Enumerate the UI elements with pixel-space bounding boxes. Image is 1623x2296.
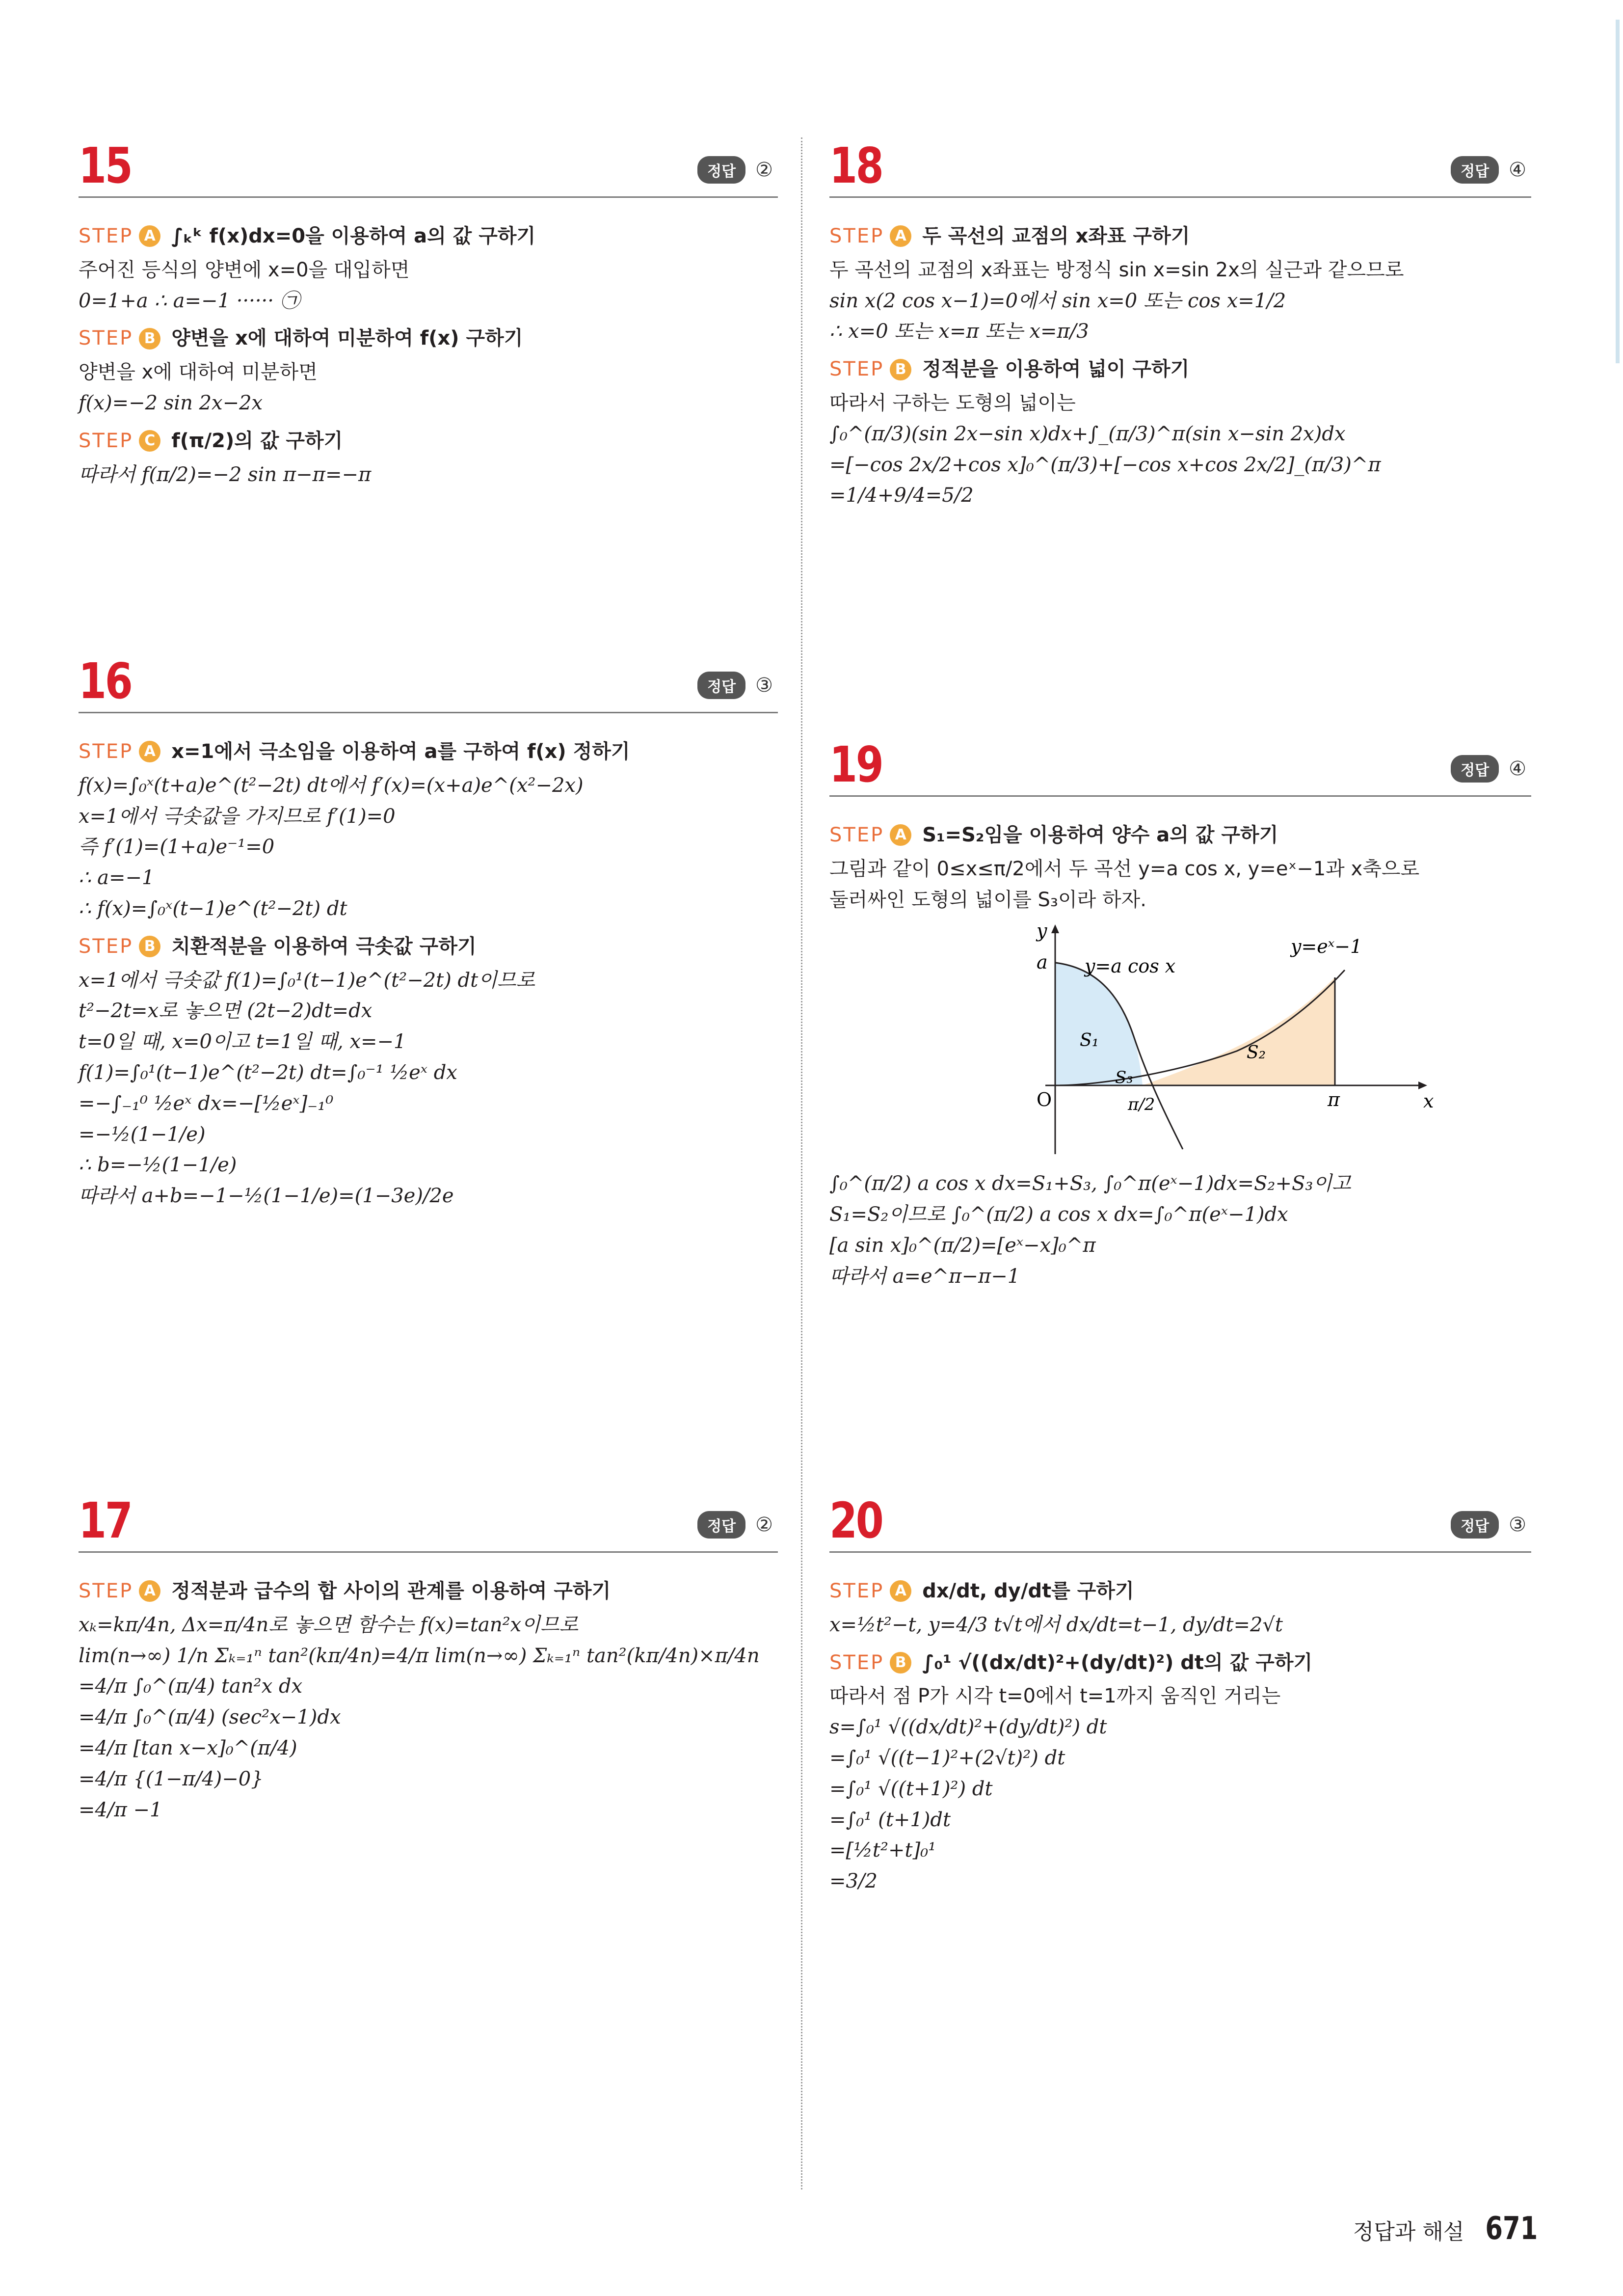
answer-box [697, 1511, 773, 1539]
label-s1: S₁ [1080, 1030, 1099, 1051]
problem-number: 18 [829, 137, 882, 194]
column-divider [801, 137, 802, 2189]
label-curve-exp: y=eˣ−1 [1291, 936, 1362, 958]
problem-header [79, 137, 778, 198]
problem-20 [829, 1492, 1531, 1898]
solution-line: =∫₀¹ √((t−1)²+(2√t)²) dt [829, 1746, 1065, 1769]
problem-15 [79, 137, 778, 491]
problem-number: 17 [79, 1492, 132, 1549]
y-axis-arrow [1051, 924, 1059, 933]
solution-line: =−∫₋₁⁰ ½eˣ dx=−[½eˣ]₋₁⁰ [79, 1092, 334, 1115]
solution-line: 두 곡선의 교점의 x좌표는 방정식 sin x=sin 2x의 실근과 같으므로 [829, 258, 1404, 281]
answer-tag: 정답 [697, 156, 745, 184]
step-a: STEP A S₁=S₂임을 이용하여 양수 a의 값 구하기 [829, 821, 1531, 849]
solution-line: =4/π {(1−π/4)−0} [79, 1767, 264, 1790]
problem-19 [829, 736, 1531, 1293]
step-a: STEP A ∫ₖᵏ f(x)dx=0을 이용하여 a의 값 구하기 [79, 222, 778, 250]
step-a: STEP A dx/dt, dy/dt를 구하기 [829, 1577, 1531, 1605]
step-a: STEP A 두 곡선의 교점의 x좌표 구하기 [829, 222, 1531, 250]
answer-choice: ② [755, 1513, 773, 1536]
step-letter: B [139, 936, 160, 957]
answer-tag: 정답 [697, 672, 745, 699]
solution-line: =4/π −1 [79, 1798, 162, 1821]
problem-header [829, 137, 1531, 198]
solution-line: f(x)=∫₀ˣ(t+a)e^(t²−2t) dt에서 f′(x)=(x+a)e^(x²−2x) [79, 774, 584, 797]
answer-tag: 정답 [1451, 1511, 1499, 1539]
solution-line: =[½t²+t]₀¹ [829, 1839, 936, 1862]
solution-line: 따라서 구하는 도형의 넓이는 [829, 391, 1076, 414]
problem-body [829, 1553, 1531, 1895]
label-s3: S₃ [1115, 1068, 1133, 1088]
step-title: 정적분과 급수의 합 사이의 관계를 이용하여 구하기 [171, 1580, 611, 1602]
label-a: a [1037, 951, 1048, 973]
answer-choice: ④ [1509, 159, 1526, 181]
page-edge-marker [1616, 20, 1620, 363]
solution-line: 양변을 x에 대하여 미분하면 [79, 361, 318, 384]
solution-line: sin x(2 cos x−1)=0에서 sin x=0 또는 cos x=1/2 [829, 289, 1286, 312]
solution-line: =4/π ∫₀^(π/4) tan²x dx [79, 1675, 303, 1698]
problem-header [829, 1492, 1531, 1553]
answer-choice: ③ [1509, 1513, 1526, 1536]
step-title: S₁=S₂임을 이용하여 양수 a의 값 구하기 [922, 824, 1278, 846]
label-origin: O [1037, 1089, 1052, 1111]
answer-choice: ④ [1509, 757, 1526, 780]
step-title: 치환적분을 이용하여 극솟값 구하기 [171, 935, 477, 958]
solution-line: 둘러싸인 도형의 넓이를 S₃이라 하자. [829, 888, 1146, 911]
solution-line: t²−2t=x로 놓으면 (2t−2)dt=dx [79, 999, 372, 1023]
solution-line: =∫₀¹ (t+1)dt [829, 1808, 951, 1831]
solution-line: 즉 f′(1)=(1+a)e⁻¹=0 [79, 836, 275, 859]
problem-header [79, 653, 778, 713]
step-title: dx/dt, dy/dt를 구하기 [922, 1580, 1134, 1602]
step-letter: B [890, 359, 911, 380]
step-title: ∫ₖᵏ f(x)dx=0을 이용하여 a의 값 구하기 [171, 225, 536, 247]
page-footer [1353, 2211, 1544, 2247]
solution-line: =3/2 [829, 1870, 878, 1893]
step-title: ∫₀¹ √((dx/dt)²+(dy/dt)²) dt의 값 구하기 [922, 1651, 1313, 1674]
problem-18 [829, 137, 1531, 513]
page-number: 671 [1485, 2211, 1538, 2247]
solution-line: 주어진 등식의 양변에 x=0을 대입하면 [79, 258, 410, 281]
problem-17 [79, 1492, 778, 1827]
solution-line: x=½t²−t, y=4/3 t√t에서 dx/dt=t−1, dy/dt=2√t [829, 1613, 1283, 1636]
solution-line: S₁=S₂이므로 ∫₀^(π/2) a cos x dx=∫₀^π(eˣ−1)dx [829, 1203, 1288, 1226]
problem-header [829, 736, 1531, 797]
step-letter: B [890, 1652, 911, 1674]
solution-line: 따라서 f(π/2)=−2 sin π−π=−π [79, 463, 372, 486]
label-pi: π [1328, 1089, 1340, 1111]
step-title: f(π/2)의 값 구하기 [171, 429, 343, 452]
problem-body [829, 797, 1531, 1290]
solution-line: f(x)=−2 sin 2x−2x [79, 391, 263, 414]
problem-16 [79, 653, 778, 1213]
solution-line: =[−cos 2x/2+cos x]₀^(π/3)+[−cos x+cos 2x/2]_(π/3)^π [829, 453, 1381, 476]
step-title: x=1에서 극소임을 이용하여 a를 구하여 f(x) 정하기 [171, 740, 630, 763]
x-axis-arrow [1418, 1081, 1427, 1089]
area-figure [1006, 923, 1458, 1154]
problem-number: 20 [829, 1492, 882, 1549]
solution-line: ∫₀^(π/3)(sin 2x−sin x)dx+∫_(π/3)^π(sin x−sin 2x)dx [829, 422, 1346, 445]
solution-line: 따라서 a+b=−1−½(1−1/e)=(1−3e)/2e [79, 1185, 454, 1208]
solution-line: ∫₀^(π/2) a cos x dx=S₁+S₃, ∫₀^π(eˣ−1)dx=S₂+S₃이고 [829, 1172, 1351, 1195]
step-b: STEP B 정적분을 이용하여 넓이 구하기 [829, 355, 1531, 383]
label-y: y [1037, 923, 1047, 942]
problem-body [79, 1553, 778, 1824]
step-letter: C [139, 430, 160, 452]
solution-line: ∴ a=−1 [79, 866, 155, 890]
answer-choice: ② [755, 159, 773, 181]
step-a: STEP A x=1에서 극소임을 이용하여 a를 구하여 f(x) 정하기 [79, 738, 778, 766]
answer-box [697, 672, 773, 699]
problem-number: 15 [79, 137, 132, 194]
label-x: x [1423, 1090, 1434, 1112]
solution-line: =−½(1−1/e) [79, 1123, 206, 1146]
solution-line: t=0일 때, x=0이고 t=1일 때, x=−1 [79, 1030, 406, 1053]
step-letter: A [139, 741, 160, 762]
solution-line: 따라서 점 P가 시각 t=0에서 t=1까지 움직인 거리는 [829, 1685, 1281, 1708]
answer-box [697, 156, 773, 184]
solution-line: [a sin x]₀^(π/2)=[eˣ−x]₀^π [829, 1234, 1096, 1257]
solution-line: x=1에서 극솟값 f(1)=∫₀¹(t−1)e^(t²−2t) dt이므로 [79, 969, 535, 992]
solution-line: ∴ f(x)=∫₀ˣ(t−1)e^(t²−2t) dt [79, 897, 347, 920]
problem-body [829, 198, 1531, 510]
solution-line: s=∫₀¹ √((dx/dt)²+(dy/dt)²) dt [829, 1716, 1107, 1739]
step-letter: A [890, 225, 911, 247]
step-letter: A [139, 225, 160, 247]
answer-tag: 정답 [697, 1511, 745, 1539]
problem-body [79, 198, 778, 488]
step-letter: A [139, 1580, 160, 1602]
footer-label: 정답과 해설 [1353, 2219, 1464, 2244]
problem-number: 16 [79, 652, 132, 710]
step-c: STEP C f(π/2)의 값 구하기 [79, 427, 778, 455]
solution-line: =1/4+9/4=5/2 [829, 484, 974, 507]
problem-number: 19 [829, 736, 882, 793]
solution-line: ∴ x=0 또는 x=π 또는 x=π/3 [829, 320, 1089, 343]
answer-tag: 정답 [1451, 755, 1499, 783]
solution-line: 따라서 a=e^π−π−1 [829, 1265, 1020, 1288]
label-s2: S₂ [1247, 1043, 1266, 1063]
solution-line: =4/π ∫₀^(π/4) (sec²x−1)dx [79, 1706, 341, 1729]
solution-line: 0=1+a ∴ a=−1 ······ ㉠ [79, 289, 300, 312]
solution-line: xₖ=kπ/4n, Δx=π/4n로 놓으면 함수는 f(x)=tan²x이므로 [79, 1613, 579, 1636]
step-letter: B [139, 328, 160, 350]
problem-body [79, 713, 778, 1210]
answer-box [1451, 156, 1526, 184]
label-half-pi: π/2 [1128, 1095, 1155, 1115]
answer-tag: 정답 [1451, 156, 1499, 184]
solution-line: 그림과 같이 0≤x≤π/2에서 두 곡선 y=a cos x, y=eˣ−1과 x축으로 [829, 857, 1420, 880]
step-b: STEP B 치환적분을 이용하여 극솟값 구하기 [79, 933, 778, 961]
step-a: STEP A 정적분과 급수의 합 사이의 관계를 이용하여 구하기 [79, 1577, 778, 1605]
step-title: 정적분을 이용하여 넓이 구하기 [922, 358, 1190, 381]
solution-line: =4/π [tan x−x]₀^(π/4) [79, 1736, 297, 1759]
answer-box [1451, 1511, 1526, 1539]
answer-box [1451, 755, 1526, 783]
step-letter: A [890, 824, 911, 846]
step-letter: A [890, 1580, 911, 1602]
solution-line: =∫₀¹ √((t+1)²) dt [829, 1777, 993, 1800]
answer-choice: ③ [755, 674, 773, 697]
solution-line: lim(n→∞) 1/n Σₖ₌₁ⁿ tan²(kπ/4n)=4/π lim(n→∞) Σₖ₌₁ⁿ tan²(kπ/4n)×π/4n [79, 1644, 760, 1667]
label-curve-cos: y=a cos x [1085, 955, 1176, 977]
problem-header [79, 1492, 778, 1553]
solution-line: x=1에서 극솟값을 가지므로 f′(1)=0 [79, 805, 396, 828]
solution-line: f(1)=∫₀¹(t−1)e^(t²−2t) dt=∫₀⁻¹ ½eˣ dx [79, 1061, 457, 1084]
step-title: 두 곡선의 교점의 x좌표 구하기 [922, 225, 1190, 247]
step-b: STEP B ∫₀¹ √((dx/dt)²+(dy/dt)²) dt의 값 구하기 [829, 1649, 1531, 1677]
step-b: STEP B 양변을 x에 대하여 미분하여 f(x) 구하기 [79, 324, 778, 352]
step-title: 양변을 x에 대하여 미분하여 f(x) 구하기 [171, 327, 523, 350]
solution-line: ∴ b=−½(1−1/e) [79, 1154, 237, 1177]
